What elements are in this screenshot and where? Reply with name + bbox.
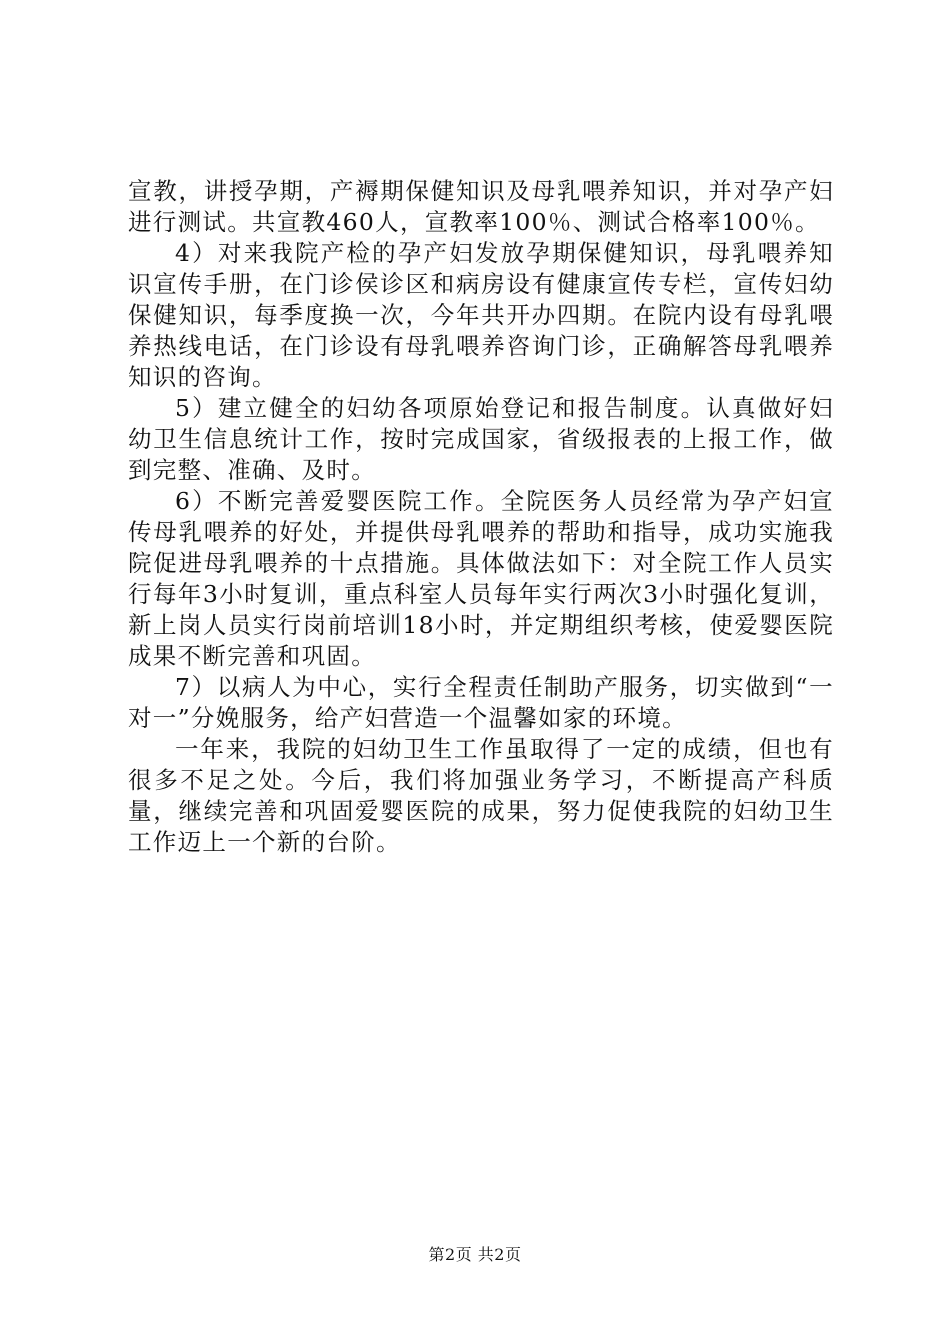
paragraph-item-6: 6）不断完善爱婴医院工作。全院医务人员经常为孕产妇宣传母乳喂养的好处，并提供母乳喂养的帮助和指导，成功实施我院促进母乳喂养的十点措施。具体做法如下：对全院工作人员实行每年3小时复训，重点科室人员每年实行两次3小时强化复训，新上岗人员实行岗前培训18小时，并定期组织考核，使爱婴医院成果不断完善和巩固。 <box>128 487 834 670</box>
page-footer <box>0 1244 950 1266</box>
paragraph-summary: 一年来，我院的妇幼卫生工作虽取得了一定的成绩，但也有很多不足之处。今后，我们将加强业务学习，不断提高产科质量，继续完善和巩固爱婴医院的成果，努力促使我院的妇幼卫生工作迈上一个新的台阶。 <box>128 735 834 856</box>
paragraph-continuation: 宣教，讲授孕期，产褥期保健知识及母乳喂养知识，并对孕产妇进行测试。共宣教460人，宣教率100％、测试合格率100％。 <box>128 177 834 236</box>
paragraph-item-5: 5）建立健全的妇幼各项原始登记和报告制度。认真做好妇幼卫生信息统计工作，按时完成国家，省级报表的上报工作，做到完整、准确、及时。 <box>128 394 834 484</box>
document-body <box>128 176 834 858</box>
page-number-label: 第2页 共2页 <box>428 1245 522 1264</box>
paragraph-item-4: 4）对来我院产检的孕产妇发放孕期保健知识，母乳喂养知识宣传手册，在门诊侯诊区和病房设有健康宣传专栏，宣传妇幼保健知识，每季度换一次，今年共开办四期。在院内设有母乳喂养热线电话，在门诊设有母乳喂养咨询门诊，正确解答母乳喂养知识的咨询。 <box>128 239 834 391</box>
paragraph-item-7: 7）以病人为中心，实行全程责任制助产服务，切实做到“一对一”分娩服务，给产妇营造一个温馨如家的环境。 <box>128 673 834 732</box>
